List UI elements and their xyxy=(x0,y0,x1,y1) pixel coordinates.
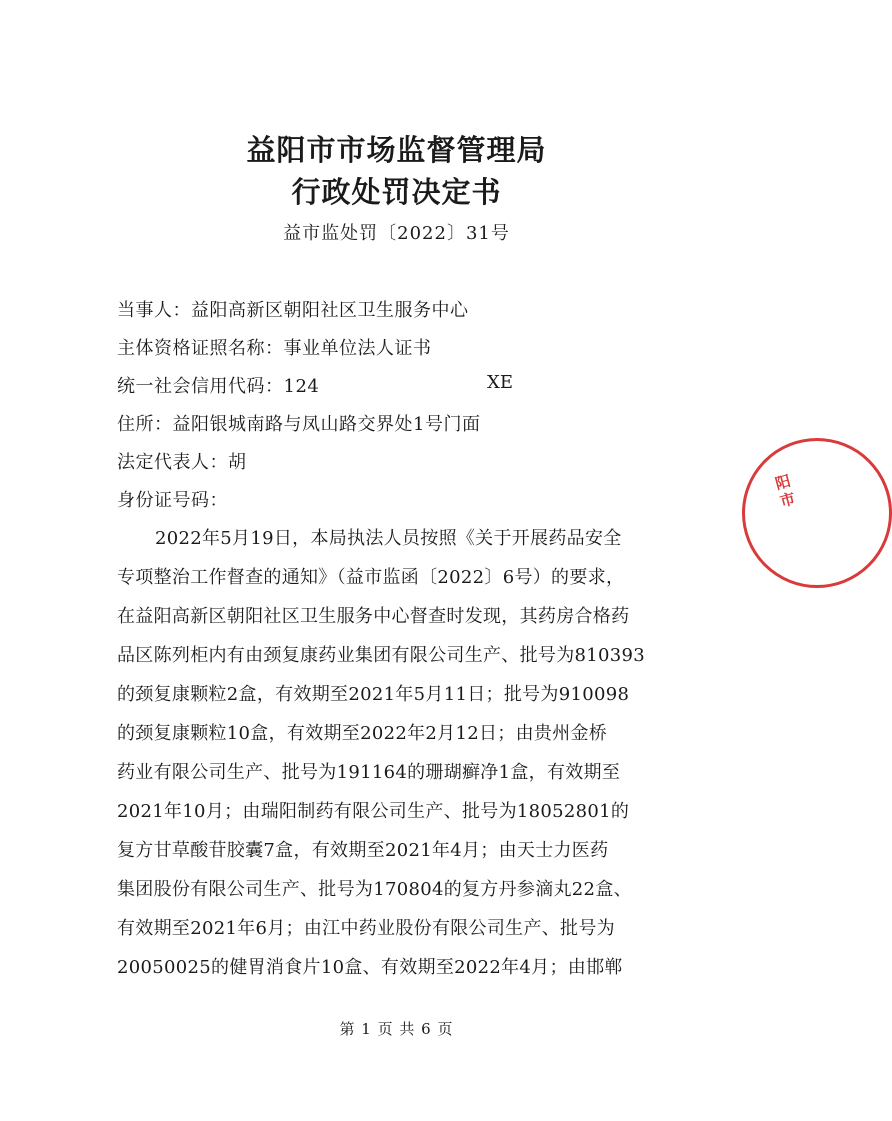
body-line: 集团股份有限公司生产、批号为170804的复方丹参滴丸22盒、 xyxy=(117,879,632,900)
page-number: 第 1 页 共 6 页 xyxy=(339,1020,454,1038)
body-line: 品区陈列柜内有由颈复康药业集团有限公司生产、批号为810393 xyxy=(117,645,646,666)
document-title-agency: 益阳市市场监督管理局 xyxy=(246,133,547,167)
party-credit-code: 统一社会信用代码：124 xyxy=(117,376,320,397)
body-line: 药业有限公司生产、批号为191164的珊瑚癣净1盒，有效期至 xyxy=(117,762,621,783)
body-line: 2022年5月19日，本局执法人员按照《关于开展药品安全 xyxy=(155,528,622,549)
body-line: 的颈复康颗粒2盒，有效期至2021年5月11日；批号为910098 xyxy=(117,684,630,705)
party-license-type: 主体资格证照名称：事业单位法人证书 xyxy=(117,338,432,359)
seal-text: 阳市 xyxy=(771,472,799,512)
party-name: 当事人：益阳高新区朝阳社区卫生服务中心 xyxy=(117,300,469,321)
body-line: 的颈复康颗粒10盒，有效期至2022年2月12日；由贵州金桥 xyxy=(117,723,608,744)
party-id-number: 身份证号码： xyxy=(117,490,228,511)
official-seal-icon xyxy=(742,430,793,600)
party-credit-code-suffix: XE xyxy=(487,372,513,393)
body-line: 专项整治工作督查的通知》（益市监函〔2022〕6号）的要求， xyxy=(117,567,625,588)
body-line: 在益阳高新区朝阳社区卫生服务中心督查时发现，其药房合格药 xyxy=(117,606,630,627)
document-number: 益市监处罚〔2022〕31号 xyxy=(283,223,510,244)
body-line: 复方甘草酸苷胶囊7盒，有效期至2021年4月；由天士力医药 xyxy=(117,840,609,861)
body-line: 有效期至2021年6月；由江中药业股份有限公司生产、批号为 xyxy=(117,918,615,939)
party-legal-representative: 法定代表人：胡 xyxy=(117,452,247,473)
body-line: 20050025的健胃消食片10盒、有效期至2022年4月；由邯郸 xyxy=(117,957,623,978)
document-title-type: 行政处罚决定书 xyxy=(291,175,502,209)
party-address: 住所：益阳银城南路与凤山路交界处1号门面 xyxy=(117,414,481,435)
body-line: 2021年10月；由瑞阳制药有限公司生产、批号为18052801的 xyxy=(117,801,630,822)
